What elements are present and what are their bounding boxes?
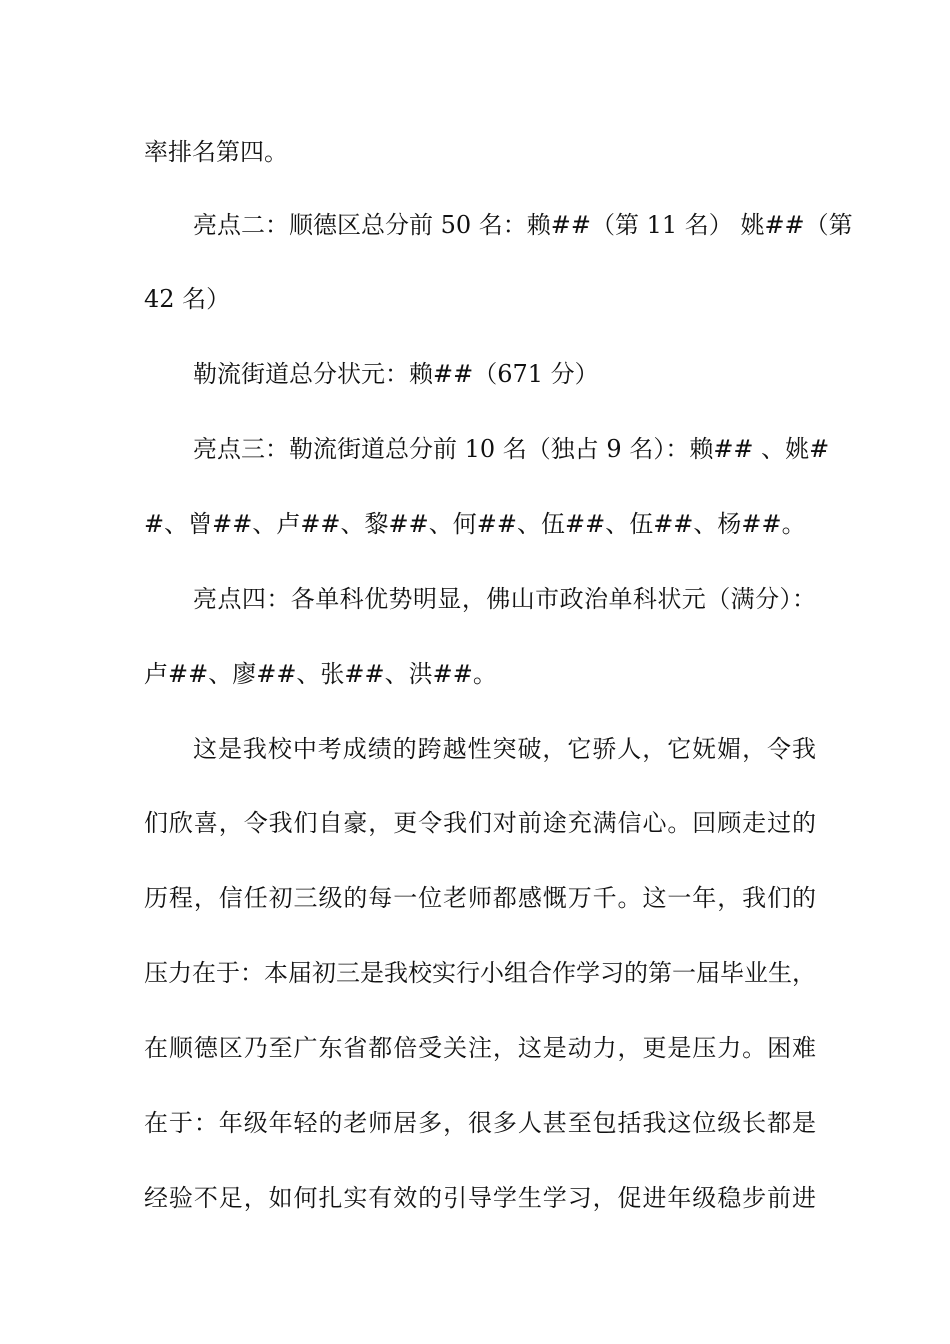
text-line: 们欣喜，令我们自豪，更令我们对前途充满信心。回顾走过的 (144, 809, 816, 837)
text-line: 在顺德区乃至广东省都倍受关注，这是动力，更是压力。困难 (144, 1034, 816, 1062)
text-line: 经验不足，如何扎实有效的引导学生学习，促进年级稳步前进 (144, 1184, 816, 1212)
text-line: 在于：年级年轻的老师居多，很多人甚至包括我这位级长都是 (144, 1109, 816, 1137)
text-line: 率排名第四。 (144, 138, 288, 166)
text-line: #、曾##、卢##、黎##、何##、伍##、伍##、杨##。 (144, 510, 806, 538)
text-line: 亮点三：勒流街道总分前 10 名（独占 9 名）：赖## 、姚# (193, 435, 830, 463)
text-line: 这是我校中考成绩的跨越性突破，它骄人，它妩媚，令我 (193, 735, 816, 763)
text-line: 压力在于：本届初三是我校实行小组合作学习的第一届毕业生， (144, 959, 816, 987)
text-line: 亮点四：各单科优势明显，佛山市政治单科状元（满分）： (193, 585, 816, 613)
text-line: 勒流街道总分状元：赖##（671 分） (193, 360, 599, 388)
text-line: 亮点二：顺德区总分前 50 名：赖##（第 11 名） 姚##（第 (193, 211, 853, 239)
text-line: 42 名） (144, 285, 231, 313)
text-line: 历程，信任初三级的每一位老师都感慨万千。这一年，我们的 (144, 884, 816, 912)
text-line: 卢##、廖##、张##、洪##。 (144, 660, 497, 688)
